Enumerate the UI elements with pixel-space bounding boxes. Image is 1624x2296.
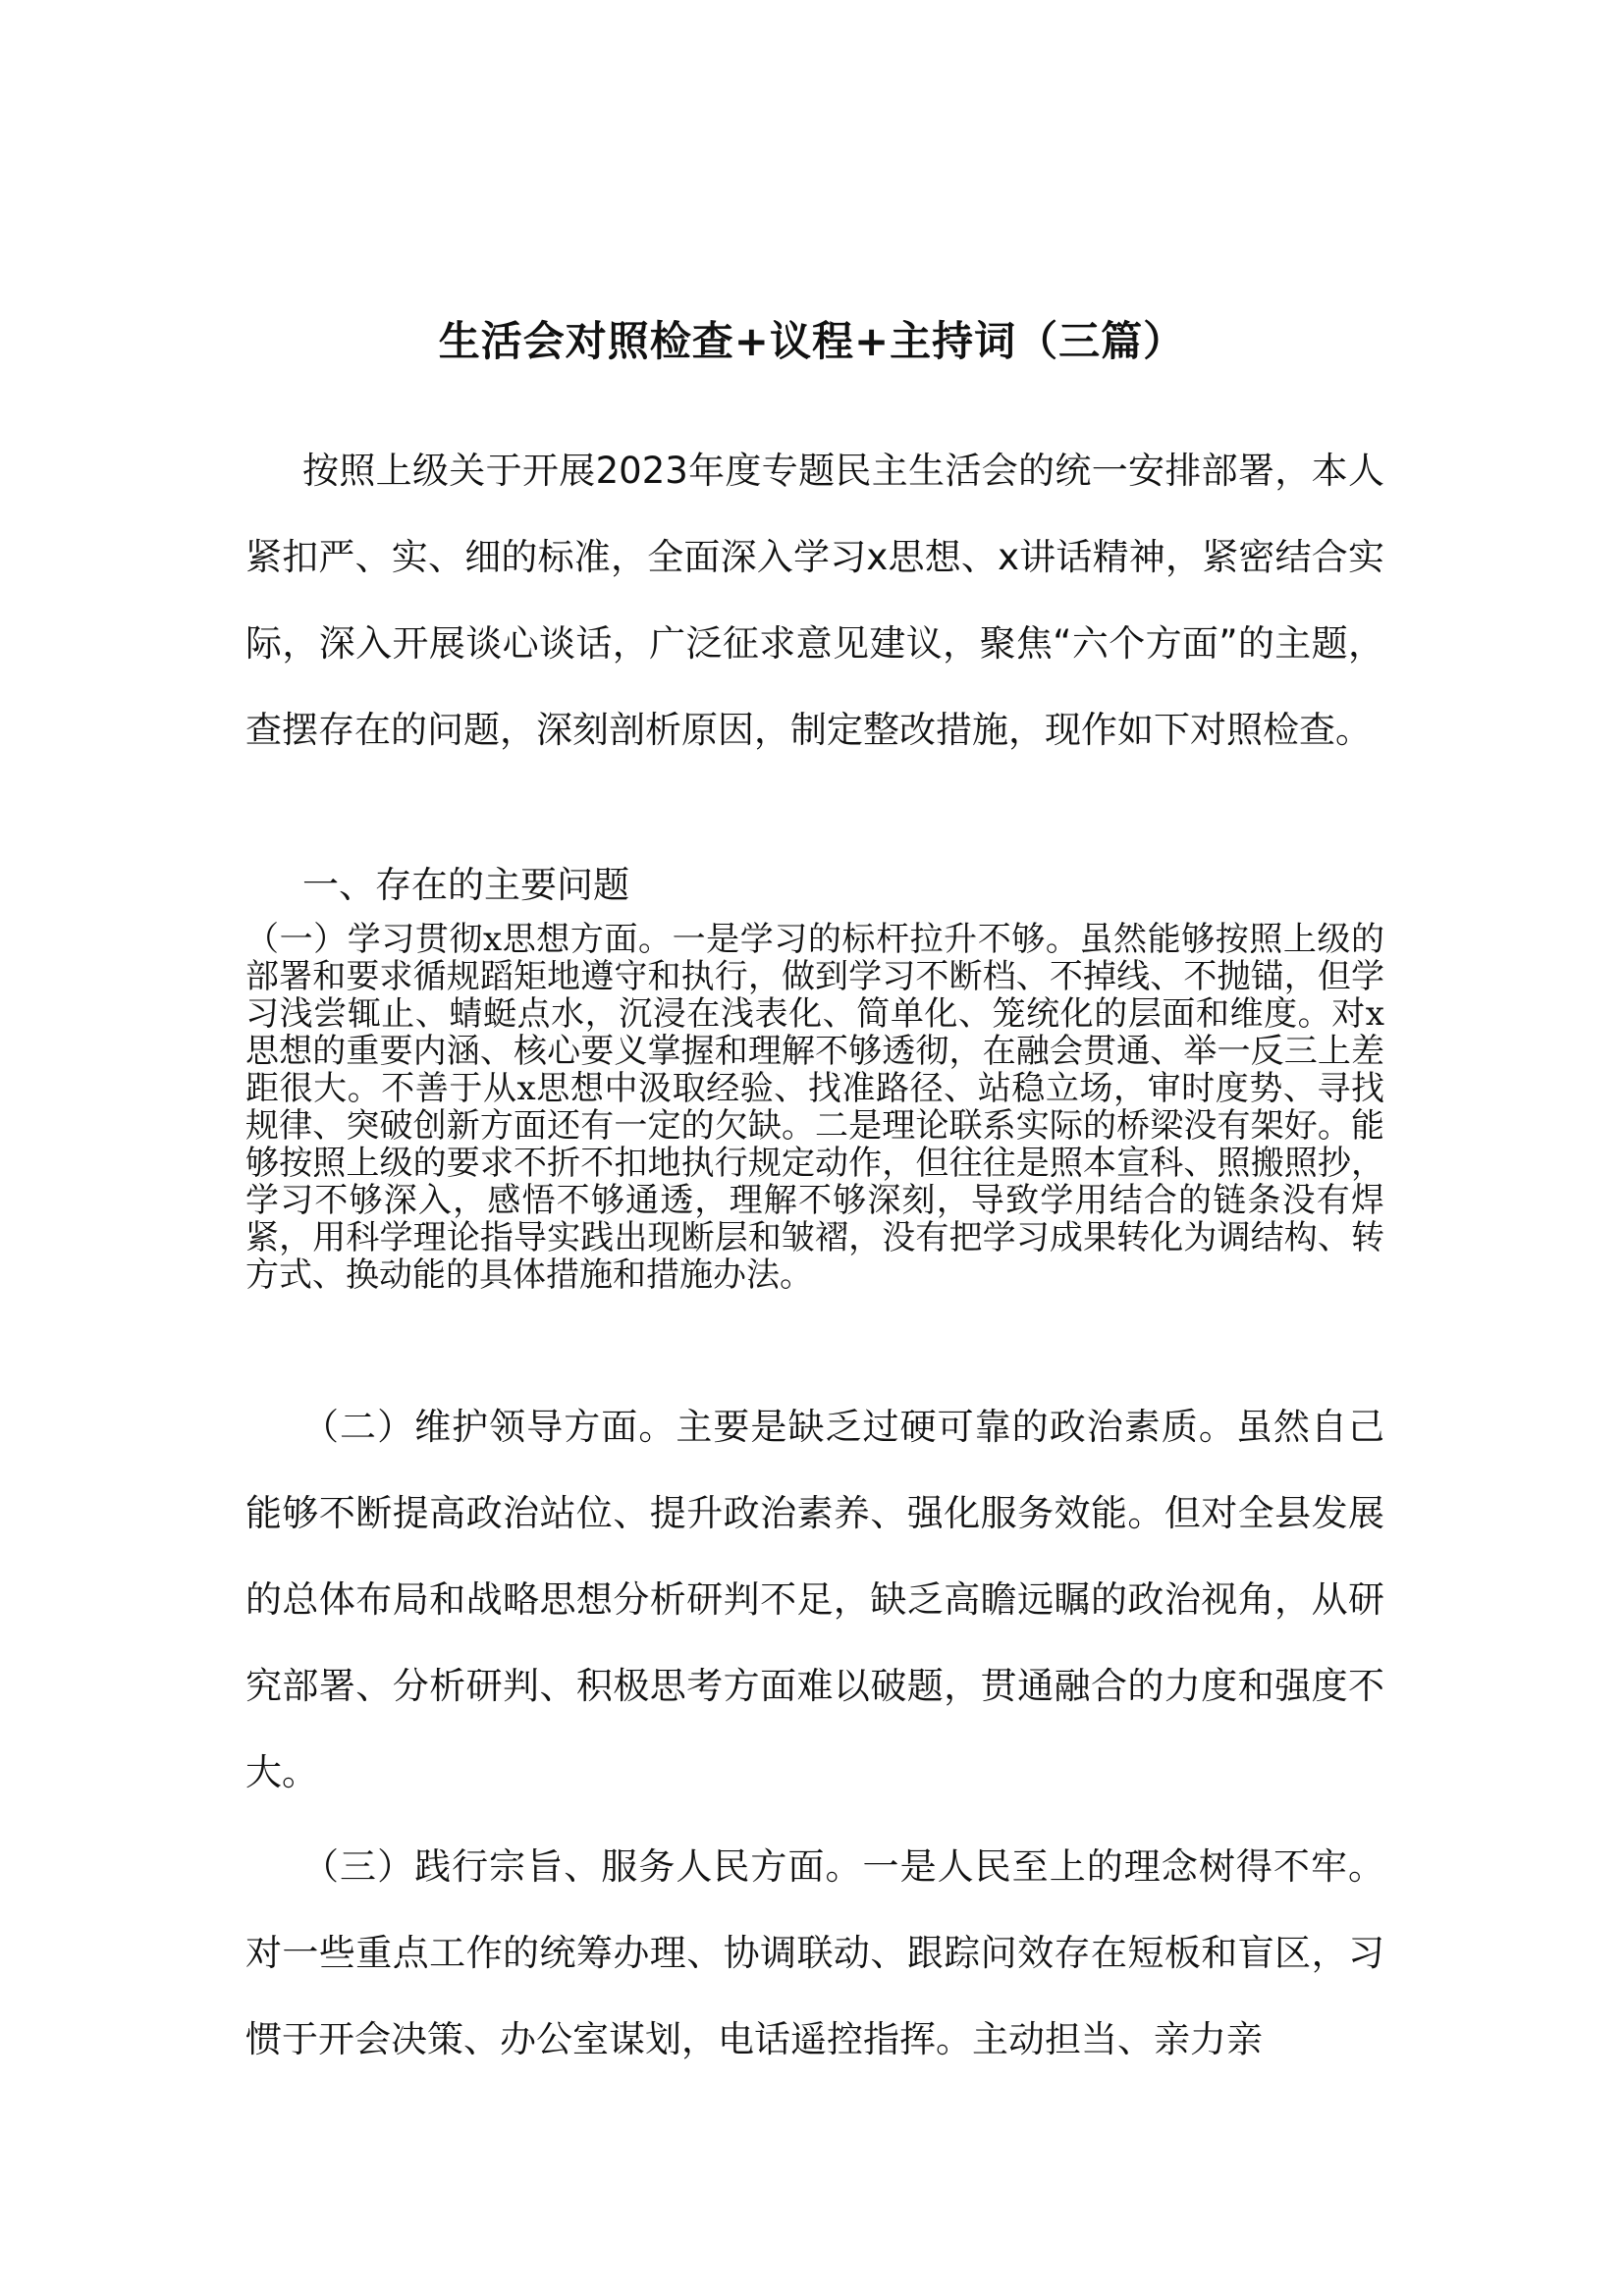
item-3-paragraph: （三）践行宗旨、服务人民方面。一是人民至上的理念树得不牢。对一些重点工作的统筹办理、协调联动、跟踪问效存在短板和盲区，习惯于开会决策、办公室谋划，电话遥控指挥。主动担当、亲力亲 xyxy=(245,1845,1384,2060)
item-2-paragraph: （二）维护领导方面。主要是缺乏过硬可靠的政治素质。虽然自己能够不断提高政治站位、提升政治素养、强化服务效能。但对全县发展的总体布局和战略思想分析研判不足，缺乏高瞻远瞩的政治视角，从研究部署、分析研判、积极思考方面难以破题，贯通融合的力度和强度不大。 xyxy=(245,1406,1384,1793)
section-heading: 一、存在的主要问题 xyxy=(302,864,629,906)
document-title: 生活会对照检查+议程+主持词（三篇） xyxy=(438,317,1186,365)
intro-paragraph: 按照上级关于开展2023年度专题民主生活会的统一安排部署，本人紧扣严、实、细的标准，全面深入学习x思想、x讲话精神，紧密结合实际，深入开展谈心谈话，广泛征求意见建议，聚焦“六个方面”的主题，查摆存在的问题，深刻剖析原因，制定整改措施，现作如下对照检查。 xyxy=(245,450,1384,751)
item-1-paragraph: （一）学习贯彻x思想方面。一是学习的标杆拉升不够。虽然能够按照上级的部署和要求循规蹈矩地遵守和执行，做到学习不断档、不掉线、不抛锚，但学习浅尝辄止、蜻蜓点水，沉浸在浅表化、简单化、笼统化的层面和维度。对x思想的重要内涵、核心要义掌握和理解不够透彻，在融会贯通、举一反三上差距很大。不善于从x思想中汲取经验、找准路径、站稳立场，审时度势、寻找规律、突破创新方面还有一定的欠缺。二是理论联系实际的桥梁没有架好。能够按照上级的要求不折不扣地执行规定动作，但往往是照本宣科、照搬照抄，学习不够深入，感悟不够通透，理解不够深刻，导致学用结合的链条没有焊紧，用科学理论指导实践出现断层和皱褶，没有把学习成果转化为调结构、转方式、换动能的具体措施和措施办法。 xyxy=(245,920,1384,1295)
